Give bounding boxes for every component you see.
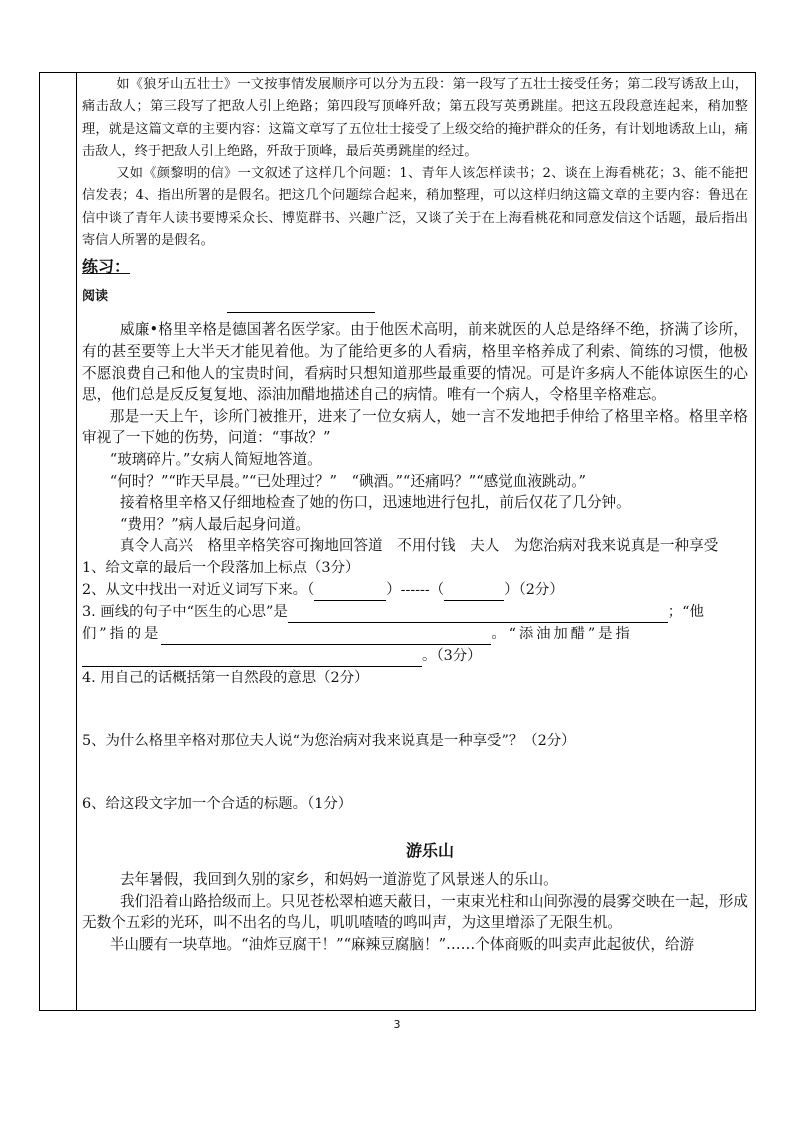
question-3-line-3 <box>82 645 748 667</box>
question-5-answer-space[interactable] <box>82 752 748 793</box>
practice-heading: 练习： <box>82 257 131 277</box>
page-number: 3 <box>393 1018 401 1031</box>
table-column-divider <box>76 72 77 1011</box>
reading-label: 阅读 <box>82 289 109 305</box>
table-bottom-border <box>40 1010 756 1011</box>
passage1-paragraph-7: 真令人高兴 格里辛格笑容可掬地回答道 不用付钱 夫人 为您治病对我来说真是一种享受 <box>119 537 719 555</box>
question-4: 4. 用自己的话概括第一自然段的意思（2分） <box>82 669 369 686</box>
question-3-line-1 <box>82 601 748 623</box>
passage1-paragraph-6: “费用？”病人最后起身问道。 <box>119 515 311 533</box>
question-2 <box>82 579 748 601</box>
question-3-part-c: 们”指的是 <box>82 625 162 642</box>
document-body <box>82 74 748 955</box>
passage1-paragraph-1: 威廉•格里辛格是德国著名医学家。由于他医术高明，前来就医的人总是络绎不绝，挤满了诊所，有的甚至要等上大半天才能见着他。为了能给更多的人看病，格里辛格养成了利索、简练的习惯，他极不愿浪费自己和他人的宝贵时间，看病时只想知道那些最重要的情况。可是许多病人不能体谅医生的心思，他们总是反反复复地、添油加醋地描述自己的病情。唯有一个病人，令格里辛格难忘。 <box>82 321 748 404</box>
intro-paragraph-2: 又如《颜黎明的信》一文叙述了这样几个问题：1、青年人该怎样读书；2、谈在上海看桃花；3、能不能把信发表；4、指出所署的是假名。把这几个问题综合起来，稍加整理，可以这样归纳这篇文章的主要内容：鲁迅在信中谈了青年人读书要博采众长、博览群书、兴趣广泛，又谈了关于在上海看桃花和同意发信这个话题，最后指出寄信人所署的是假名。 <box>82 166 748 249</box>
question-3-part-b: ；“他 <box>667 603 704 620</box>
passage2-title: 游乐山 <box>405 840 454 860</box>
question-1: 1、给文章的最后一个段落加上标点（3分） <box>82 559 360 576</box>
question-4-answer-space[interactable] <box>82 689 748 730</box>
intro-paragraph-1: 如《狼牙山五壮士》一文按事情发展顺序可以分为五段：第一段写了五壮士接受任务；第二段写诱敌上山，痛击敌人；第三段写了把敌人引上绝路；第四段写顶峰歼敌；第五段写英勇跳崖。把这五段段意连起来，稍加整理，就是这篇文章的主要内容：这篇文章写了五位壮士接受了上级交给的掩护群众的任务，有计划地诱敌上山，痛击敌人，终于把敌人引上绝路，歼敌于顶峰，最后英勇跳崖的经过。 <box>82 77 748 159</box>
question-3-line-2 <box>82 623 748 645</box>
question-3-part-e: 。（3分） <box>422 647 482 664</box>
question-2-part-a: 2、从文中找出一对近义词写下来。（ <box>82 581 315 598</box>
passage1-paragraph-4: “何时？”“昨天早晨。”“已处理过？” “碘酒。”“还痛吗？”“感觉血液跳动。” <box>109 472 586 490</box>
question-3-part-a: 3. 画线的句子中“医生的心思”是 <box>82 603 288 620</box>
passage1-paragraph-3: “玻璃碎片。”女病人简短地答道。 <box>109 450 322 468</box>
passage2-paragraph-3: 半山腰有一块草地。“油炸豆腐干！”“麻辣豆腐脑！”……个体商贩的叫卖声此起彼伏，给游 <box>109 935 695 953</box>
question-2-part-c: ）（2分） <box>504 581 564 598</box>
passage2-paragraph-1: 去年暑假，我回到久别的家乡，和妈妈一道游览了风景迷人的乐山。 <box>119 870 558 888</box>
question-3-part-d: 。“添油加醋”是指 <box>491 625 633 642</box>
question-5: 5、为什么格里辛格对那位夫人说“为您治病对我来说真是一种享受”？（2分） <box>82 732 576 749</box>
passage1-paragraph-5: 接着格里辛格又仔细地检查了她的伤口，迅速地进行包扎，前后仅花了几分钟。 <box>119 494 631 512</box>
passage2-paragraph-2: 我们沿着山路拾级而上。只见苍松翠柏遮天蔽日，一束束光柱和山间弥漫的晨雾交映在一起，形成无数个五彩的光环，叫不出名的鸟儿，叽叽喳喳的鸣叫声，为这里增添了无限生机。 <box>82 892 748 932</box>
passage1-paragraph-2: 那是一天上午，诊所门被推开，进来了一位女病人，她一言不发地把手伸给了格里辛格。格里辛格审视了一下她的伤势，问道：“事故？” <box>82 407 748 447</box>
question-6: 6、给这段文字加一个合适的标题。（1分） <box>82 795 353 812</box>
question-2-part-b: ）------（ <box>386 581 445 598</box>
